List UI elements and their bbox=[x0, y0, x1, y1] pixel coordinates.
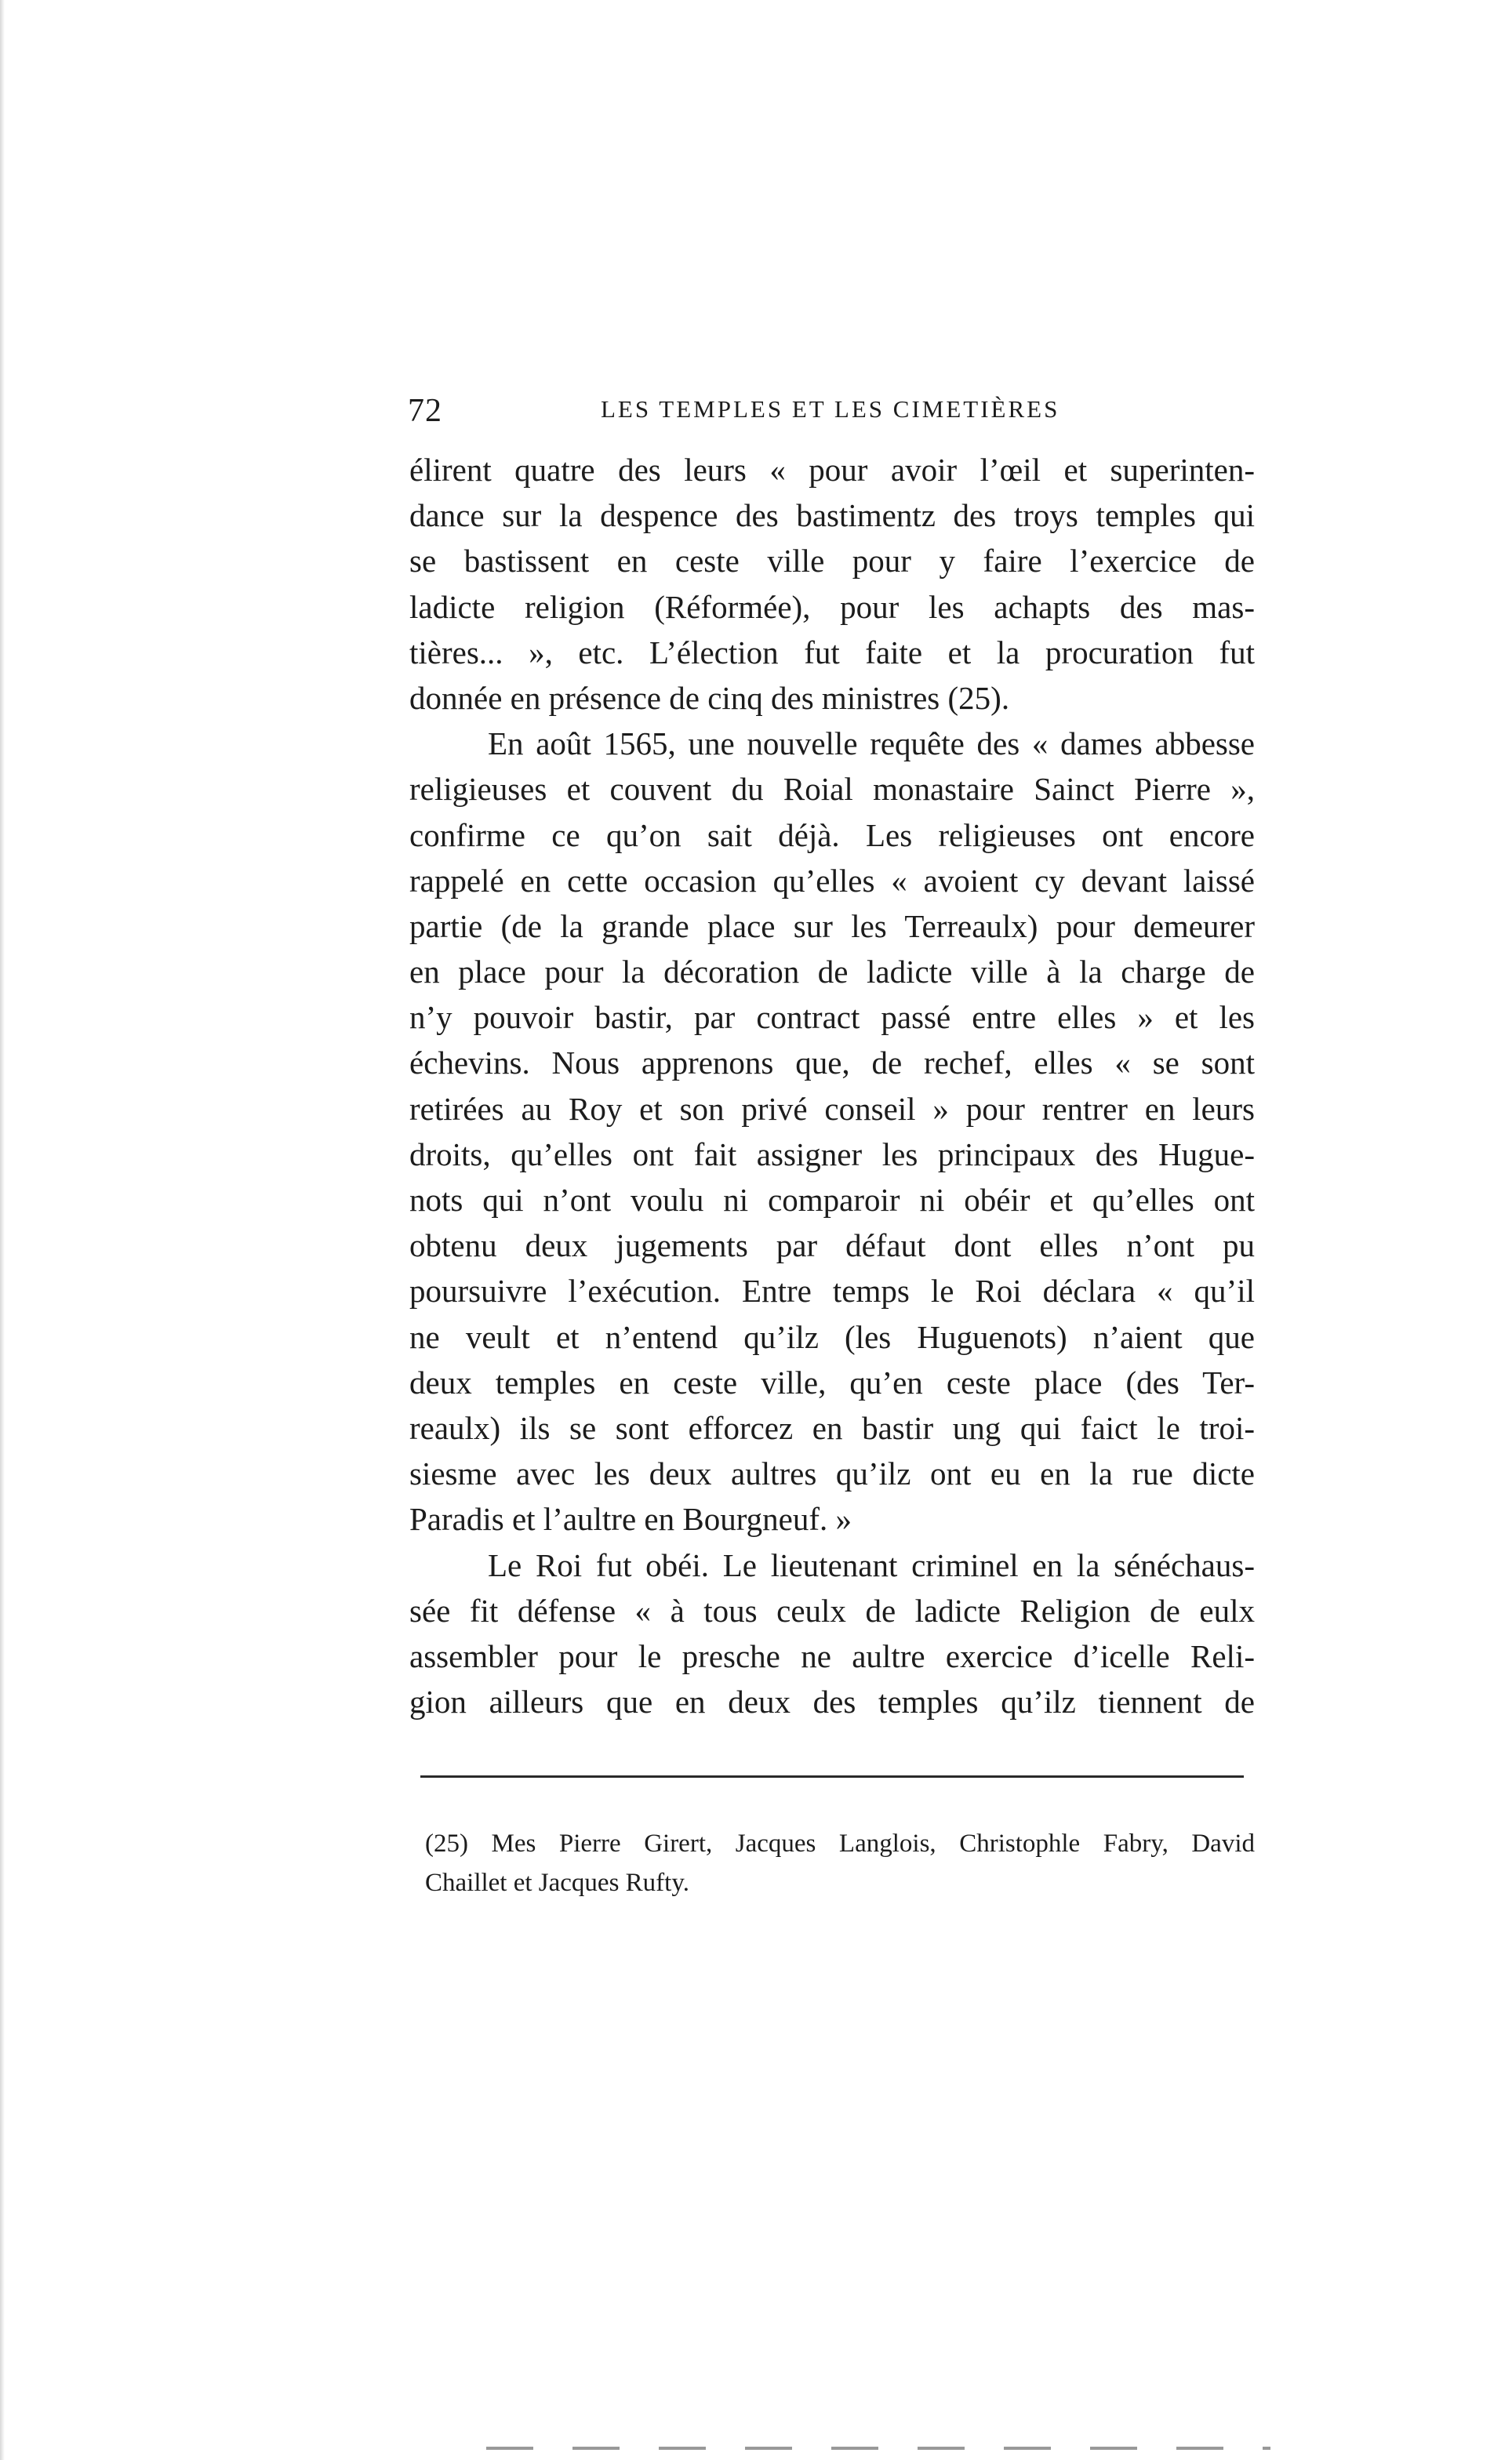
text-line: siesme avec les deux aultres qu’ilz ont eu en la rue dicte bbox=[409, 1455, 1255, 1492]
text-line: donnée en présence de cinq des ministres (25). bbox=[409, 679, 1010, 716]
text-line: sée fit défense « à tous ceulx de ladicte Religion de eulx bbox=[409, 1592, 1255, 1629]
text-line: échevins. Nous apprenons que, de rechef, elles « se sont bbox=[409, 1045, 1255, 1081]
page-header bbox=[402, 392, 1255, 431]
text-line: tières... », etc. L’élection fut faite et la procuration fut bbox=[409, 634, 1255, 670]
text-line: religieuses et couvent du Roial monastaire Sainct Pierre », bbox=[409, 771, 1255, 808]
bottom-scan-marks bbox=[486, 2447, 1270, 2450]
text-line: droits, qu’elles ont fait assigner les principaux des Hugue- bbox=[409, 1136, 1255, 1172]
text-line: Paradis et l’aultre en Bourgneuf. » bbox=[409, 1501, 852, 1538]
text-line: gion ailleurs que en deux des temples qu’ilz tiennent de bbox=[409, 1684, 1255, 1721]
footnote-line: (25) Mes Pierre Girert, Jacques Langlois, Christophle Fabry, David bbox=[425, 1830, 1255, 1858]
text-line: assembler pour le presche ne aultre exercice d’icelle Reli- bbox=[409, 1637, 1255, 1674]
text-line: dance sur la despence des bastimentz des troys temples qui bbox=[409, 497, 1255, 534]
text-line: n’y pouvoir bastir, par contract passé entre elles » et les bbox=[409, 999, 1255, 1036]
text-line: deux temples en ceste ville, qu’en ceste place (des Ter- bbox=[409, 1364, 1255, 1401]
body-text bbox=[409, 447, 1255, 1724]
paragraph-start-line: En août 1565, une nouvelle requête des « dames abbesse bbox=[488, 725, 1255, 762]
page-edge-shadow bbox=[0, 0, 5, 2460]
text-line: nots qui n’ont voulu ni comparoir ni obéir et qu’elles ont bbox=[409, 1182, 1255, 1218]
text-line: confirme ce qu’on sait déjà. Les religieuses ont encore bbox=[409, 816, 1255, 853]
page-number: 72 bbox=[408, 393, 442, 429]
text-line: élirent quatre des leurs « pour avoir l’œil et superinten- bbox=[409, 452, 1255, 488]
footnote bbox=[425, 1824, 1255, 1902]
text-line: obtenu deux jugements par défaut dont elles n’ont pu bbox=[409, 1227, 1255, 1264]
text-line: reaulx) ils se sont efforcez en bastir ung qui faict le troi- bbox=[409, 1409, 1255, 1446]
text-line: en place pour la décoration de ladicte ville à la charge de bbox=[409, 954, 1255, 990]
text-line: ladicte religion (Réformée), pour les achapts des mas- bbox=[409, 588, 1255, 625]
text-line: retirées au Roy et son privé conseil » pour rentrer en leurs bbox=[409, 1090, 1255, 1127]
footnote-separator bbox=[420, 1775, 1244, 1778]
text-line: rappelé en cette occasion qu’elles « avoient cy devant laissé bbox=[409, 862, 1255, 899]
footnote-line: Chaillet et Jacques Rufty. bbox=[425, 1869, 689, 1897]
text-line: poursuivre l’exécution. Entre temps le Roi déclara « qu’il bbox=[409, 1273, 1255, 1310]
text-line: ne veult et n’entend qu’ilz (les Huguenots) n’aient que bbox=[409, 1318, 1255, 1355]
text-line: se bastissent en ceste ville pour y faire l’exercice de bbox=[409, 543, 1255, 580]
text-line: partie (de la grande place sur les Terreaulx) pour demeurer bbox=[409, 907, 1255, 944]
running-title: LES TEMPLES ET LES CIMETIÈRES bbox=[601, 395, 1060, 423]
paragraph-start-line: Le Roi fut obéi. Le lieutenant criminel en la sénéchaus- bbox=[488, 1546, 1255, 1583]
